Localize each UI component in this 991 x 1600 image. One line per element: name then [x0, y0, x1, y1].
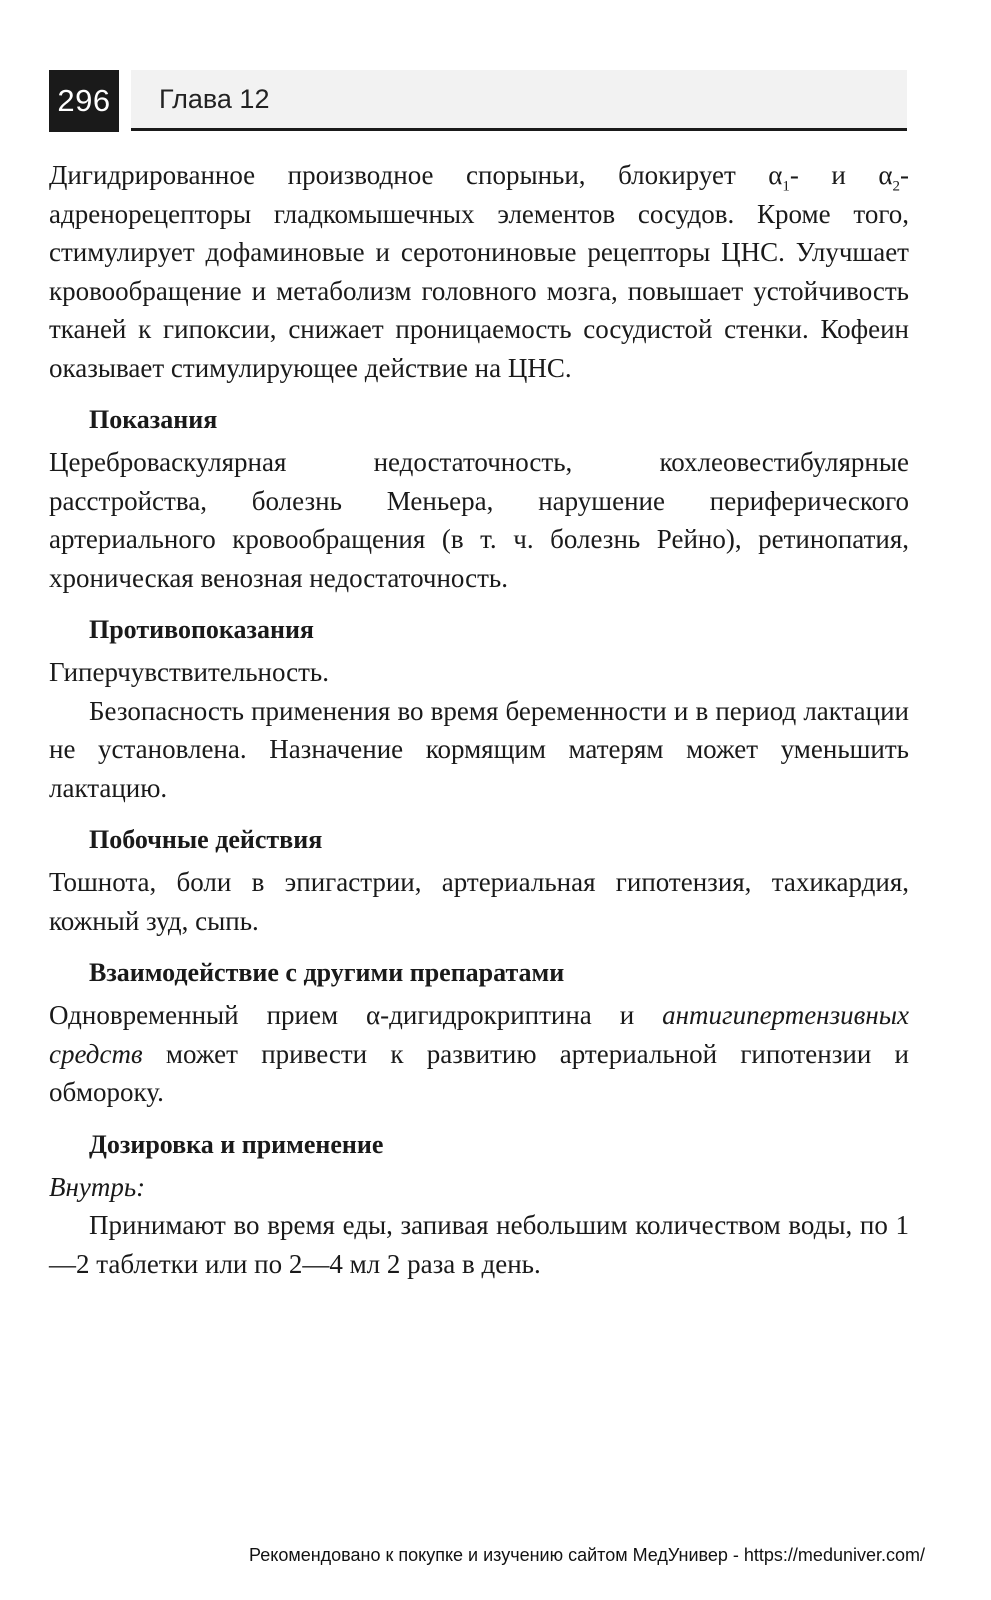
- side-effects-text: Тошнота, боли в эпигастрии, артериальная гипотензия, тахикардия, кожный зуд, сыпь.: [49, 867, 909, 936]
- intro-lead: Дигидрированное производное спорыньи, блокирует α: [49, 160, 783, 190]
- interactions-text: [49, 996, 909, 1112]
- alpha-subscript-1: 1: [782, 178, 790, 195]
- intro-mid: - и α: [789, 160, 893, 190]
- chapter-band: [131, 70, 907, 131]
- chapter-title: Глава 12: [159, 84, 270, 114]
- interactions-italic: антигипертензивных средств: [49, 1000, 909, 1069]
- pregnancy-note: Безопасность применения во время беременности и в период лактации не установлена. Назначение кормящим матерям может уменьшить лактацию.: [49, 695, 909, 803]
- dosage-route: Внутрь:: [49, 1171, 146, 1202]
- contraindications-heading: Противопоказания: [89, 615, 314, 644]
- dosage-text: Принимают во время еды, запивая небольшим количеством воды, по 1—2 таблетки или по 2—4 мл 2 раза в день.: [49, 1210, 909, 1279]
- interactions-lead: Одновременный прием α-дигидрокриптина и: [49, 1000, 663, 1030]
- page-content: [49, 156, 909, 1283]
- alpha-subscript-2: 2: [892, 178, 901, 195]
- page-number: 296: [49, 70, 119, 132]
- indications-heading: Показания: [89, 405, 218, 434]
- interactions-rest: может привести к развитию артериальной гипотензии и обмороку.: [49, 1038, 909, 1107]
- intro-rest: -адренорецепторы гладкомышечных элементов сосудов. Кроме того, стимулирует дофаминовые и серотониновые рецепторы ЦНС. Улучшает кровообращение и метаболизм головного мозга, повышает устойчивость тканей к гипоксии, снижает проницаемость сосудистой стенки. Кофеин оказывает стимулирующее действие на ЦНС.: [49, 160, 910, 383]
- interactions-heading: Взаимодействие с другими препаратами: [89, 958, 565, 987]
- page-header: [49, 70, 907, 132]
- side-effects-heading: Побочные действия: [89, 825, 323, 854]
- indications-text: Цереброваскулярная недостаточность, кохлеовестибулярные расстройства, болезнь Меньера, нарушение периферического артериального кровообращения (в т. ч. болезнь Рейно), ретинопатия, хроническая венозная недостаточность.: [49, 447, 909, 593]
- footer-recommendation: Рекомендовано к покупке и изучению сайтом МедУнивер - https://meduniver.com/: [249, 1545, 925, 1565]
- dosage-heading: Дозировка и применение: [89, 1129, 384, 1159]
- contraindications-text: Гиперчувствительность.: [49, 657, 329, 687]
- intro-paragraph: [49, 156, 909, 387]
